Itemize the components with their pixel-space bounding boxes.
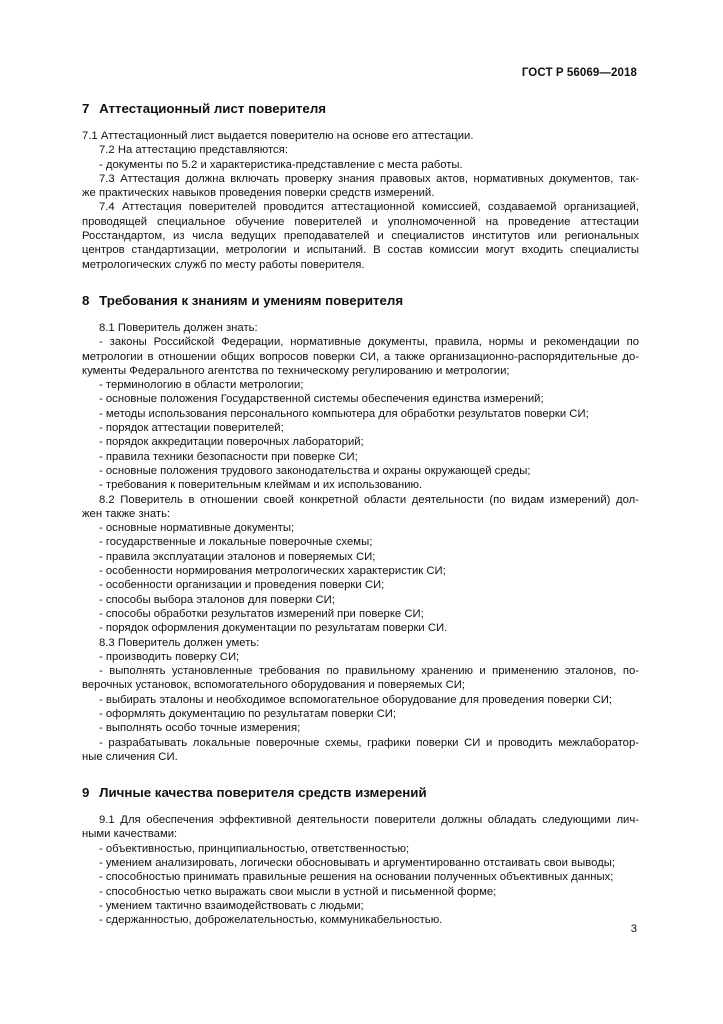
list-item: - основные положения трудового законодательства и охраны окружающей среды; — [99, 464, 531, 477]
paragraph-line: жен также знать: — [82, 507, 171, 520]
paragraph-line: ными качествами: — [82, 828, 178, 841]
list-item: - сдержанностью, доброжелательностью, коммуникабельностью. — [99, 914, 443, 927]
paragraph-line: метрологии в отношении общих вопросов поверки СИ, а также организационно-распорядительные до- — [82, 350, 639, 363]
section-7 — [82, 100, 639, 272]
list-item: - оформлять документацию по результатам поверки СИ; — [99, 707, 397, 720]
section-number: 7 — [82, 101, 90, 116]
list-item: - умением анализировать, логически обосновывать и аргументированно отстаивать свои выводы; — [99, 857, 615, 870]
paragraph-line: же практических навыков проведения поверки средств измерений. — [82, 187, 435, 200]
paragraph-line: верочных установок, вспомогательного оборудования и поверяемых СИ; — [82, 679, 465, 692]
paragraph-line: кументы Федерального агентства по техническому регулированию и метрологии; — [82, 364, 510, 377]
section-title: Требования к знаниям и умениям поверителя — [99, 292, 404, 308]
list-item: - государственные и локальные поверочные схемы; — [99, 536, 373, 549]
section-title: Личные качества поверителя средств измерений — [99, 785, 427, 801]
list-item: - способы обработки результатов измерений при поверке СИ; — [99, 607, 424, 620]
list-item: - основные положения Государственной системы обеспечения единства измерений; — [99, 393, 544, 406]
paragraph-line: проводящей специальное обучение поверителей и уполномоченной на проведение аттестации — [82, 215, 639, 228]
list-item: - основные нормативные документы; — [99, 522, 295, 535]
list-item: - особенности организации и проведения поверки СИ; — [99, 579, 385, 592]
paragraph-line: 7.3 Аттестация должна включать проверку знания правовых актов, нормативных документов, так- — [99, 172, 639, 185]
list-item: - разрабатывать локальные поверочные схемы, графики поверки СИ и проводить межлаборатор- — [99, 736, 639, 749]
paragraph-line: ные сличения СИ. — [82, 750, 178, 763]
section-number: 8 — [82, 292, 90, 308]
paragraph-line: метрологических служб по месту работы поверителя. — [82, 258, 365, 271]
list-item: - правила техники безопасности при поверке СИ; — [99, 450, 358, 463]
list-item: - выполнять установленные требования по правильному хранению и применению эталонов, по- — [99, 665, 639, 678]
list-item: - порядок аккредитации поверочных лабораторий; — [99, 436, 364, 449]
section-number: 9 — [82, 785, 90, 801]
standard-number: ГОСТ Р 56069—2018 — [521, 67, 637, 79]
list-item: - умением тактично взаимодействовать с людьми; — [99, 899, 364, 912]
paragraph-line: Росстандартом, из числа ведущих преподавателей и специалистов институтов или региональных — [82, 230, 639, 243]
list-item: - способы выбора эталонов для поверки СИ; — [99, 593, 335, 606]
section-8 — [82, 292, 639, 764]
list-item: - особенности нормирования метрологических характеристик СИ; — [99, 565, 446, 578]
section-heading — [82, 292, 639, 309]
section-heading — [82, 100, 639, 117]
section-heading — [82, 784, 639, 801]
paragraph-line: 8.1 Поверитель должен знать: — [99, 321, 258, 334]
document-body — [82, 100, 639, 948]
section-title: Аттестационный лист поверителя — [99, 101, 327, 116]
list-item: - выбирать эталоны и необходимое вспомогательное оборудование для проведения поверки СИ; — [99, 693, 613, 706]
section-9 — [82, 784, 639, 927]
list-item: - правила эксплуатации эталонов и поверяемых СИ; — [99, 550, 376, 563]
paragraph-line: 7.1 Аттестационный лист выдается поверителю на основе его аттестации. — [82, 130, 474, 142]
paragraph-line: 8.3 Поверитель должен уметь: — [99, 636, 260, 649]
list-item: - терминологию в области метрологии; — [99, 379, 304, 392]
list-item: - порядок оформления документации по результатам поверки СИ. — [99, 622, 448, 635]
paragraph-line: центров стандартизации, метрологии и испытаний. В состав комиссии могут входить специалисты — [82, 244, 639, 257]
list-item: - законы Российской Федерации, нормативные документы, правила, нормы и рекомендации по — [99, 336, 639, 349]
list-item: - производить поверку СИ; — [99, 650, 240, 663]
list-item: - выполнять особо точные измерения; — [99, 722, 301, 735]
list-item: - методы использования персонального компьютера для обработки результатов поверки СИ; — [99, 407, 589, 420]
list-item: - объективностью, принципиальностью, ответственностью; — [99, 842, 410, 855]
page-number: 3 — [630, 923, 637, 935]
paragraph-line: 9.1 Для обеспечения эффективной деятельности поверители должны обладать следующими лич- — [99, 814, 639, 827]
paragraph-line: 7.4 Аттестация поверителей проводится аттестационной комиссией, создаваемой организацией, — [99, 201, 639, 214]
list-item: - порядок аттестации поверителей; — [99, 422, 284, 435]
list-item: - способностью четко выражать свои мысли в устной и письменной форме; — [99, 885, 497, 898]
list-item: - требования к поверительным клеймам и их использованию. — [99, 479, 423, 492]
list-item: - документы по 5.2 и характеристика-представление с места работы. — [99, 158, 463, 171]
paragraph-line: 8.2 Поверитель в отношении своей конкретной области деятельности (по видам измерений) дол- — [99, 493, 639, 506]
paragraph-line: 7.2 На аттестацию представляются: — [99, 144, 288, 157]
list-item: - способностью принимать правильные решения на основании полученных объективных данных; — [99, 871, 614, 884]
